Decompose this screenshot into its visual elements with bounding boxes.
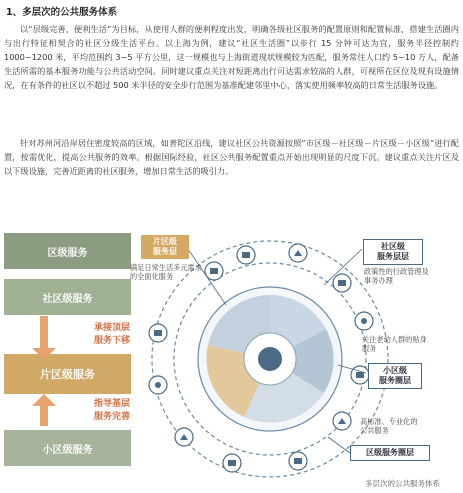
flow-downward-line2: 服务下移 <box>93 336 130 346</box>
tag-small-line1: 小区级 <box>383 366 407 375</box>
flow-upward-line1: 指导基层 <box>93 399 130 409</box>
tag-community-service <box>363 239 423 265</box>
person-icon <box>361 318 367 324</box>
clinic-icon <box>338 280 346 286</box>
note-community: 政策性的行政管理及事务办理 <box>364 267 429 285</box>
arrow-up-icon <box>32 394 56 426</box>
tag-small-line2: 服务圈层 <box>379 376 411 385</box>
tag-area-service <box>141 235 189 259</box>
school-icon <box>356 372 364 378</box>
flow-downward-line1: 承接顶层 <box>93 323 130 333</box>
level-area: 片区级服务 <box>4 354 131 394</box>
flow-downward <box>64 322 130 348</box>
tag-district-service: 区级服务圈层 <box>350 445 430 461</box>
office-icon <box>154 330 162 336</box>
tag-area-line2: 服务层 <box>153 247 177 256</box>
paragraph-1: 以“层级完善，便利生活”为目标，从使用人群的便利程度出发，明确各级社区服务的配置原则和配置标准，搭建生活圈内与出行特征相契合的社区分级生活平台。以上海为例，建议“社区生活圈”以步行 15 分钟可达为宜，服务半径控制约 1000~1200 米，平均范围约 3~5 平方公里，这一规模也与上海街道现状规模较为匹配，服务常住人口约 5~10 万人，配备生活所需的基本服务功能与公共活动空间。同时建议重点关注对短距离出行可达需求较高的人群，可视所在区位及现有设施情况，在有条件的社区以不超过 500 米半径的安全步行范围为基准配建邻里中心，落实使用频率较高的日常生活服务设施。 <box>4 24 459 91</box>
note-small: 关注老幼人群的贴身服务 <box>362 335 427 353</box>
arrow-down-icon <box>32 316 56 360</box>
flow-upward <box>64 398 130 424</box>
note-district: 高标准、专业化的公共服务 <box>360 417 418 435</box>
hospital-icon <box>228 460 236 466</box>
paragraph-2: 针对苏州河沿岸居住密度较高的区域，如普陀区沿线，建议社区公共资源按照“市区级－社区级－片区级－小区级”进行配置，按需优化，提高公共服务的效率。根据国际经验，社区公共服务配置重点开始出现明显的尺度下沉。建议重点关注片区及以下级设施，完善近距离的社区服务，增加日常生活的吸引力。 <box>4 138 459 177</box>
service-circle-diagram <box>128 225 463 493</box>
shop-icon <box>242 252 250 258</box>
level-community: 社区级服务 <box>4 279 131 315</box>
center-dot <box>258 347 282 371</box>
tag-area-line1: 片区级 <box>153 237 177 246</box>
level-district: 区级服务 <box>4 233 131 269</box>
level-small: 小区级服务 <box>4 430 131 466</box>
library-icon <box>294 458 302 464</box>
flow-upward-line2: 服务完善 <box>93 412 130 422</box>
hierarchy-arrows <box>0 230 132 470</box>
tag-community-line1: 社区级 <box>381 242 405 251</box>
elderly-icon <box>155 382 161 388</box>
tag-community-line2: 服务层层 <box>377 252 409 261</box>
building-icon <box>210 268 218 274</box>
figure-caption: 多层次的公共服务体系 <box>365 479 440 488</box>
tag-small-service <box>368 363 422 389</box>
section-title: 1、多层次的公共服务体系 <box>6 7 118 18</box>
note-area: 满足日常生活多元需求的全面化服务 <box>130 263 202 281</box>
leader-district <box>328 437 350 453</box>
